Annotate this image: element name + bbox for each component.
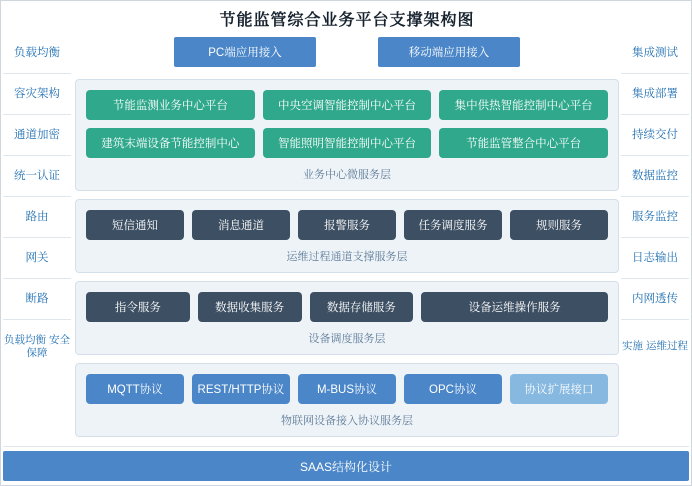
layer-ops-channel [75,199,619,273]
service-box[interactable]: 中央空调智能控制中心平台 [263,90,432,120]
left-rail-item-0[interactable]: 负载均衡 [3,33,71,74]
service-box-extension[interactable]: 协议扩展接口 [510,374,608,404]
layer-label: 物联网设备接入协议服务层 [281,415,413,427]
entry-pc[interactable]: PC端应用接入 [174,37,316,67]
left-rail-item-5[interactable]: 网关 [3,238,71,279]
left-rail-item-2[interactable]: 通道加密 [3,115,71,156]
service-box[interactable]: M-BUS协议 [298,374,396,404]
right-rail-item-4[interactable]: 服务监控 [621,197,689,238]
service-box[interactable]: 数据存储服务 [310,292,414,322]
service-box[interactable]: 集中供热智能控制中心平台 [439,90,608,120]
service-box[interactable]: 指令服务 [86,292,190,322]
service-box[interactable]: REST/HTTP协议 [192,374,290,404]
service-box[interactable]: 节能监管整合中心平台 [439,128,608,158]
right-rail-item-0[interactable]: 集成测试 [621,33,689,74]
service-box[interactable]: 任务调度服务 [404,210,502,240]
layer-label: 运维过程通道支撑服务层 [286,251,408,263]
footer-banner: SAAS结构化设计 [3,451,689,481]
right-rail-item-7[interactable]: 实施 运维过程 [622,340,688,353]
left-rail-item-4[interactable]: 路由 [3,197,71,238]
layer-device-scheduling [75,281,619,355]
service-box[interactable]: 节能监测业务中心平台 [86,90,255,120]
page-title: 节能监管综合业务平台支撑架构图 [219,12,475,29]
center-column [75,37,619,445]
layer-row [86,128,608,158]
right-rail-item-1[interactable]: 集成部署 [621,74,689,115]
left-rail-item-1[interactable]: 容灾架构 [3,74,71,115]
right-rail-item-6[interactable]: 内网透传 [621,279,689,320]
entry-row [75,37,619,67]
service-box[interactable]: 短信通知 [86,210,184,240]
right-rail [621,33,689,374]
layer-row [86,90,608,120]
layer-business-center [75,79,619,191]
layer-label: 业务中心微服务层 [303,169,391,181]
service-box[interactable]: 规则服务 [510,210,608,240]
right-rail-item-2[interactable]: 持续交付 [621,115,689,156]
layer-row [86,374,608,404]
service-box[interactable]: MQTT协议 [86,374,184,404]
left-rail [3,33,71,374]
left-rail-item-7[interactable]: 负载均衡 安全保障 [4,333,70,359]
service-box[interactable]: 消息通道 [192,210,290,240]
service-box[interactable]: 智能照明智能控制中心平台 [263,128,432,158]
service-box[interactable]: 数据收集服务 [198,292,302,322]
service-box[interactable]: 建筑末端设备节能控制中心 [86,128,255,158]
layer-row [86,210,608,240]
service-box[interactable]: 设备运维操作服务 [421,292,608,322]
service-box[interactable]: 报警服务 [298,210,396,240]
right-rail-item-5[interactable]: 日志输出 [621,238,689,279]
left-rail-item-3[interactable]: 统一认证 [3,156,71,197]
right-rail-item-3[interactable]: 数据监控 [621,156,689,197]
layer-label: 设备调度服务层 [308,333,386,345]
entry-mobile[interactable]: 移动端应用接入 [378,37,520,67]
service-box[interactable]: OPC协议 [404,374,502,404]
layer-row [86,292,608,322]
left-rail-item-6[interactable]: 断路 [3,279,71,320]
footer-divider [3,446,689,447]
layer-iot-protocol [75,363,619,437]
